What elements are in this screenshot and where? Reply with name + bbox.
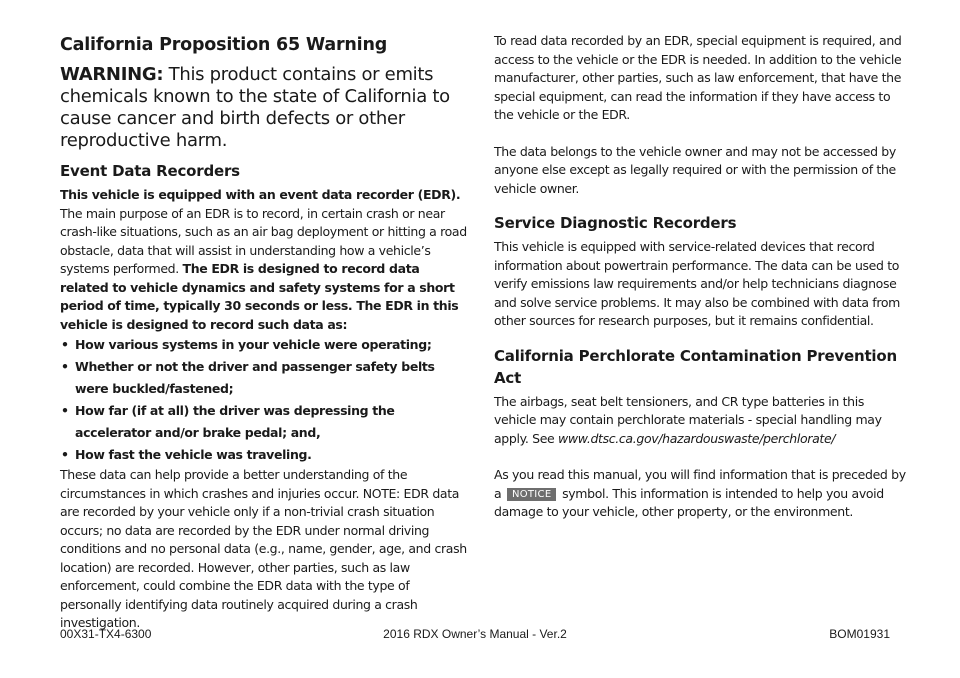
perchlorate-url: www.dtsc.ca.gov/hazardouswaste/perchlorate/ [558,430,836,446]
warning-text: This product contains or emits chemicals known to the state of California to cause cancer and birth defects or other reproductive harm. [60,64,450,151]
notice-text-after: symbol. This information is intended to help you avoid damage to your vehicle, other property, or the environment. [494,485,884,519]
sdr-heading: Service Diagnostic Recorders [494,214,737,232]
notice-paragraph [494,466,906,522]
prop65-title: California Proposition 65 Warning [60,35,388,55]
edr-p1-text: The main purpose of an EDR is to record, in certain crash or near crash-like situations, such as an air bag deployment or hitting a road obstacle, data that will assist in understanding how a vehicle’s systems performed. [60,205,467,276]
right-column [494,32,906,522]
footer-manual-title: 2016 RDX Owner’s Manual - Ver.2 [383,627,567,641]
list-item: • How various systems in your vehicle were operating; [60,334,470,356]
edr-paragraph-2: These data can help provide a better understanding of the circumstances in which crashes and injuries occur. NOTE: EDR data are recorded by your vehicle only if a non-trivial crash situation occurs; no data are recorded by the EDR under normal driving conditions and no personal data (e.g., name, gender, age, and crash location) are recorded. However, other parties, such as law enforcement, could combine the EDR data with the type of personally identifying data routinely acquired during a crash investigation. [60,467,467,630]
perchlorate-heading: California Perchlorate Contamination Prevention Act [494,346,897,387]
prop65-warning [60,64,470,152]
left-column [60,32,470,633]
sdr-paragraph: This vehicle is equipped with service-related devices that record information about powertrain performance. The data can be used to verify emissions law requirements and/or help technicians diagnose and solve service problems. It may also be combined with data from other sources for research purposes, but it remains confidential. [494,239,900,328]
page-footer [60,627,890,643]
edr-ownership-paragraph: The data belongs to the vehicle owner and may not be accessed by anyone else except as legally required or with the permission of the vehicle owner. [494,143,896,196]
edr-intro: This vehicle is equipped with an event data recorder (EDR). [60,187,461,202]
perchlorate-paragraph [494,393,906,449]
edr-paragraph-1 [60,205,470,335]
edr-heading: Event Data Recorders [60,162,240,180]
notice-text-before: As you read this manual, you will find information that is preceded by a [494,467,906,501]
list-item: • How fast the vehicle was traveling. [60,444,470,466]
footer-code-right: BOM01931 [829,627,890,641]
edr-read-paragraph: To read data recorded by an EDR, special equipment is required, and access to the vehicle or the EDR is needed. In addition to the vehicle manufacturer, other parties, such as law enforcement, that have the special equipment, can read the information if they have access to the vehicle or the EDR. [494,33,902,122]
footer-code-left: 00X31-TX4-6300 [60,627,152,641]
notice-badge: NOTICE [507,488,557,501]
edr-bullet-list [60,334,470,466]
list-item: • Whether or not the driver and passenger safety belts were buckled/fastened; [60,356,470,400]
edr-p1-bold: The EDR is designed to record data related to vehicle dynamics and safety systems for a short period of time, typically 30 seconds or less. The EDR in this vehicle is designed to record such data as: [60,261,459,332]
list-item: • How far (if at all) the driver was depressing the accelerator and/or brake pedal; and, [60,400,470,444]
perchlorate-text: The airbags, seat belt tensioners, and CR type batteries in this vehicle may contain perchlorate materials - special handling may apply. See [494,393,882,446]
warning-label: WARNING: [60,64,164,85]
